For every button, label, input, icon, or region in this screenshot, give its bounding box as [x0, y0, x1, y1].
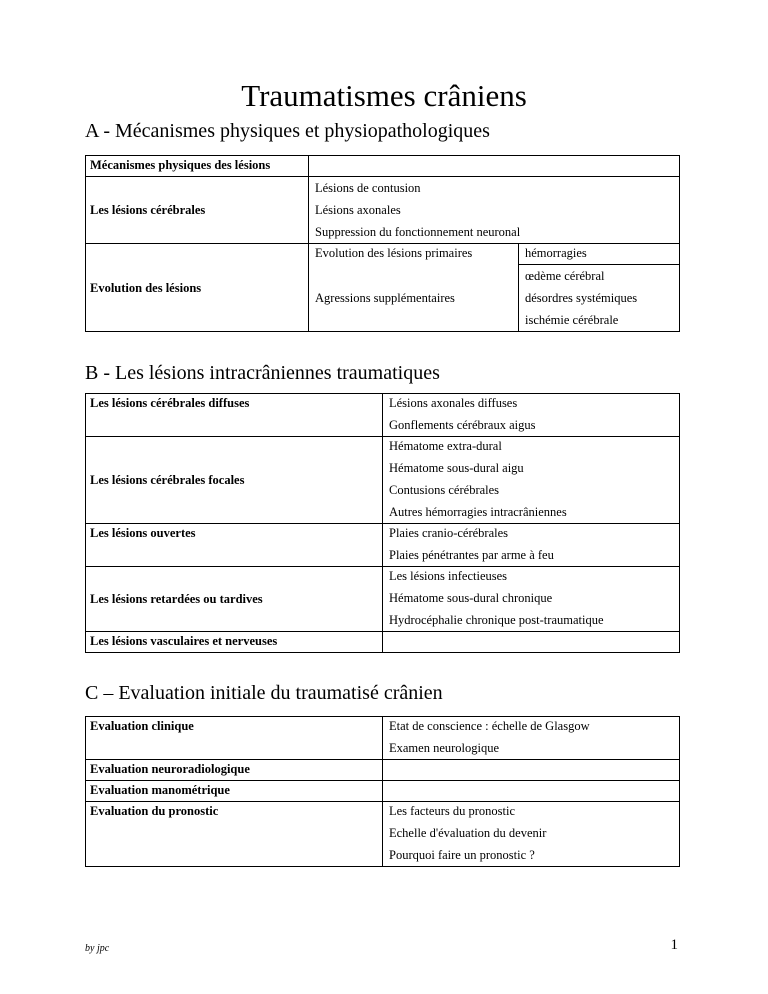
- list-item: Evolution des lésions primaires: [315, 246, 473, 260]
- list-item: Lésions axonales diffuses: [389, 396, 518, 410]
- section-c-table: [85, 716, 680, 867]
- list-item: Lésions de contusion: [315, 181, 421, 195]
- row-label: Les lésions ouvertes: [90, 526, 196, 540]
- table-row: [86, 156, 680, 177]
- list-item: désordres systémiques: [525, 291, 638, 305]
- table-row: [86, 177, 680, 244]
- list-item: Les facteurs du pronostic: [389, 804, 516, 818]
- table-row: [86, 781, 680, 802]
- section-a-table: [85, 155, 680, 332]
- section-b-heading: B - Les lésions intracrâniennes traumatiques: [85, 362, 440, 384]
- section-a-heading: A - Mécanismes physiques et physiopathologiques: [85, 120, 490, 142]
- table-row: [86, 437, 680, 524]
- list-item: Suppression du fonctionnement neuronal: [315, 225, 521, 239]
- section-b-table: [85, 393, 680, 653]
- table-row: [86, 760, 680, 781]
- row-label: Mécanismes physiques des lésions: [90, 158, 271, 172]
- table-row: [86, 524, 680, 567]
- list-item: Etat de conscience : échelle de Glasgow: [389, 719, 590, 733]
- list-item: Plaies cranio-cérébrales: [389, 526, 509, 540]
- row-label: Evolution des lésions: [90, 280, 202, 295]
- list-item: Echelle d'évaluation du devenir: [389, 826, 547, 840]
- row-label: Les lésions cérébrales: [90, 203, 206, 217]
- table-row: [86, 394, 680, 437]
- row-label: Evaluation du pronostic: [90, 804, 219, 818]
- table-row: [86, 567, 680, 632]
- list-item: Agressions supplémentaires: [315, 290, 455, 305]
- list-item: Hématome sous-dural aigu: [389, 461, 524, 475]
- table-row: [86, 244, 680, 265]
- table-row: [86, 632, 680, 653]
- table-row: [86, 717, 680, 760]
- list-item: Pourquoi faire un pronostic ?: [389, 848, 535, 862]
- list-item: hémorragies: [525, 246, 587, 260]
- list-item: Contusions cérébrales: [389, 483, 500, 497]
- list-item: œdème cérébral: [525, 269, 605, 283]
- list-item: Gonflements cérébraux aigus: [389, 418, 536, 432]
- list-item: ischémie cérébrale: [525, 313, 619, 327]
- row-label: Les lésions vasculaires et nerveuses: [90, 634, 278, 648]
- list-item: Lésions axonales: [315, 203, 401, 217]
- list-item: Hématome extra-dural: [389, 439, 502, 453]
- row-label: Evaluation manométrique: [90, 783, 230, 797]
- row-label: Evaluation clinique: [90, 719, 194, 733]
- row-label: Les lésions cérébrales focales: [90, 473, 245, 487]
- section-c-heading: C – Evaluation initiale du traumatisé crânien: [85, 682, 443, 704]
- list-item: Examen neurologique: [389, 741, 500, 755]
- row-label: Les lésions retardées ou tardives: [90, 592, 263, 606]
- row-label: Les lésions cérébrales diffuses: [90, 396, 250, 410]
- list-item: Hydrocéphalie chronique post-traumatique: [389, 613, 604, 627]
- page-number: 1: [670, 937, 678, 953]
- row-label: Evaluation neuroradiologique: [90, 762, 250, 776]
- table-row: [86, 802, 680, 867]
- page-title: Traumatismes crâniens: [241, 78, 527, 113]
- footer-author: by jpc: [85, 943, 110, 954]
- list-item: Les lésions infectieuses: [389, 569, 508, 583]
- list-item: Plaies pénétrantes par arme à feu: [389, 548, 554, 562]
- list-item: Hématome sous-dural chronique: [389, 591, 553, 605]
- list-item: Autres hémorragies intracrâniennes: [389, 505, 567, 519]
